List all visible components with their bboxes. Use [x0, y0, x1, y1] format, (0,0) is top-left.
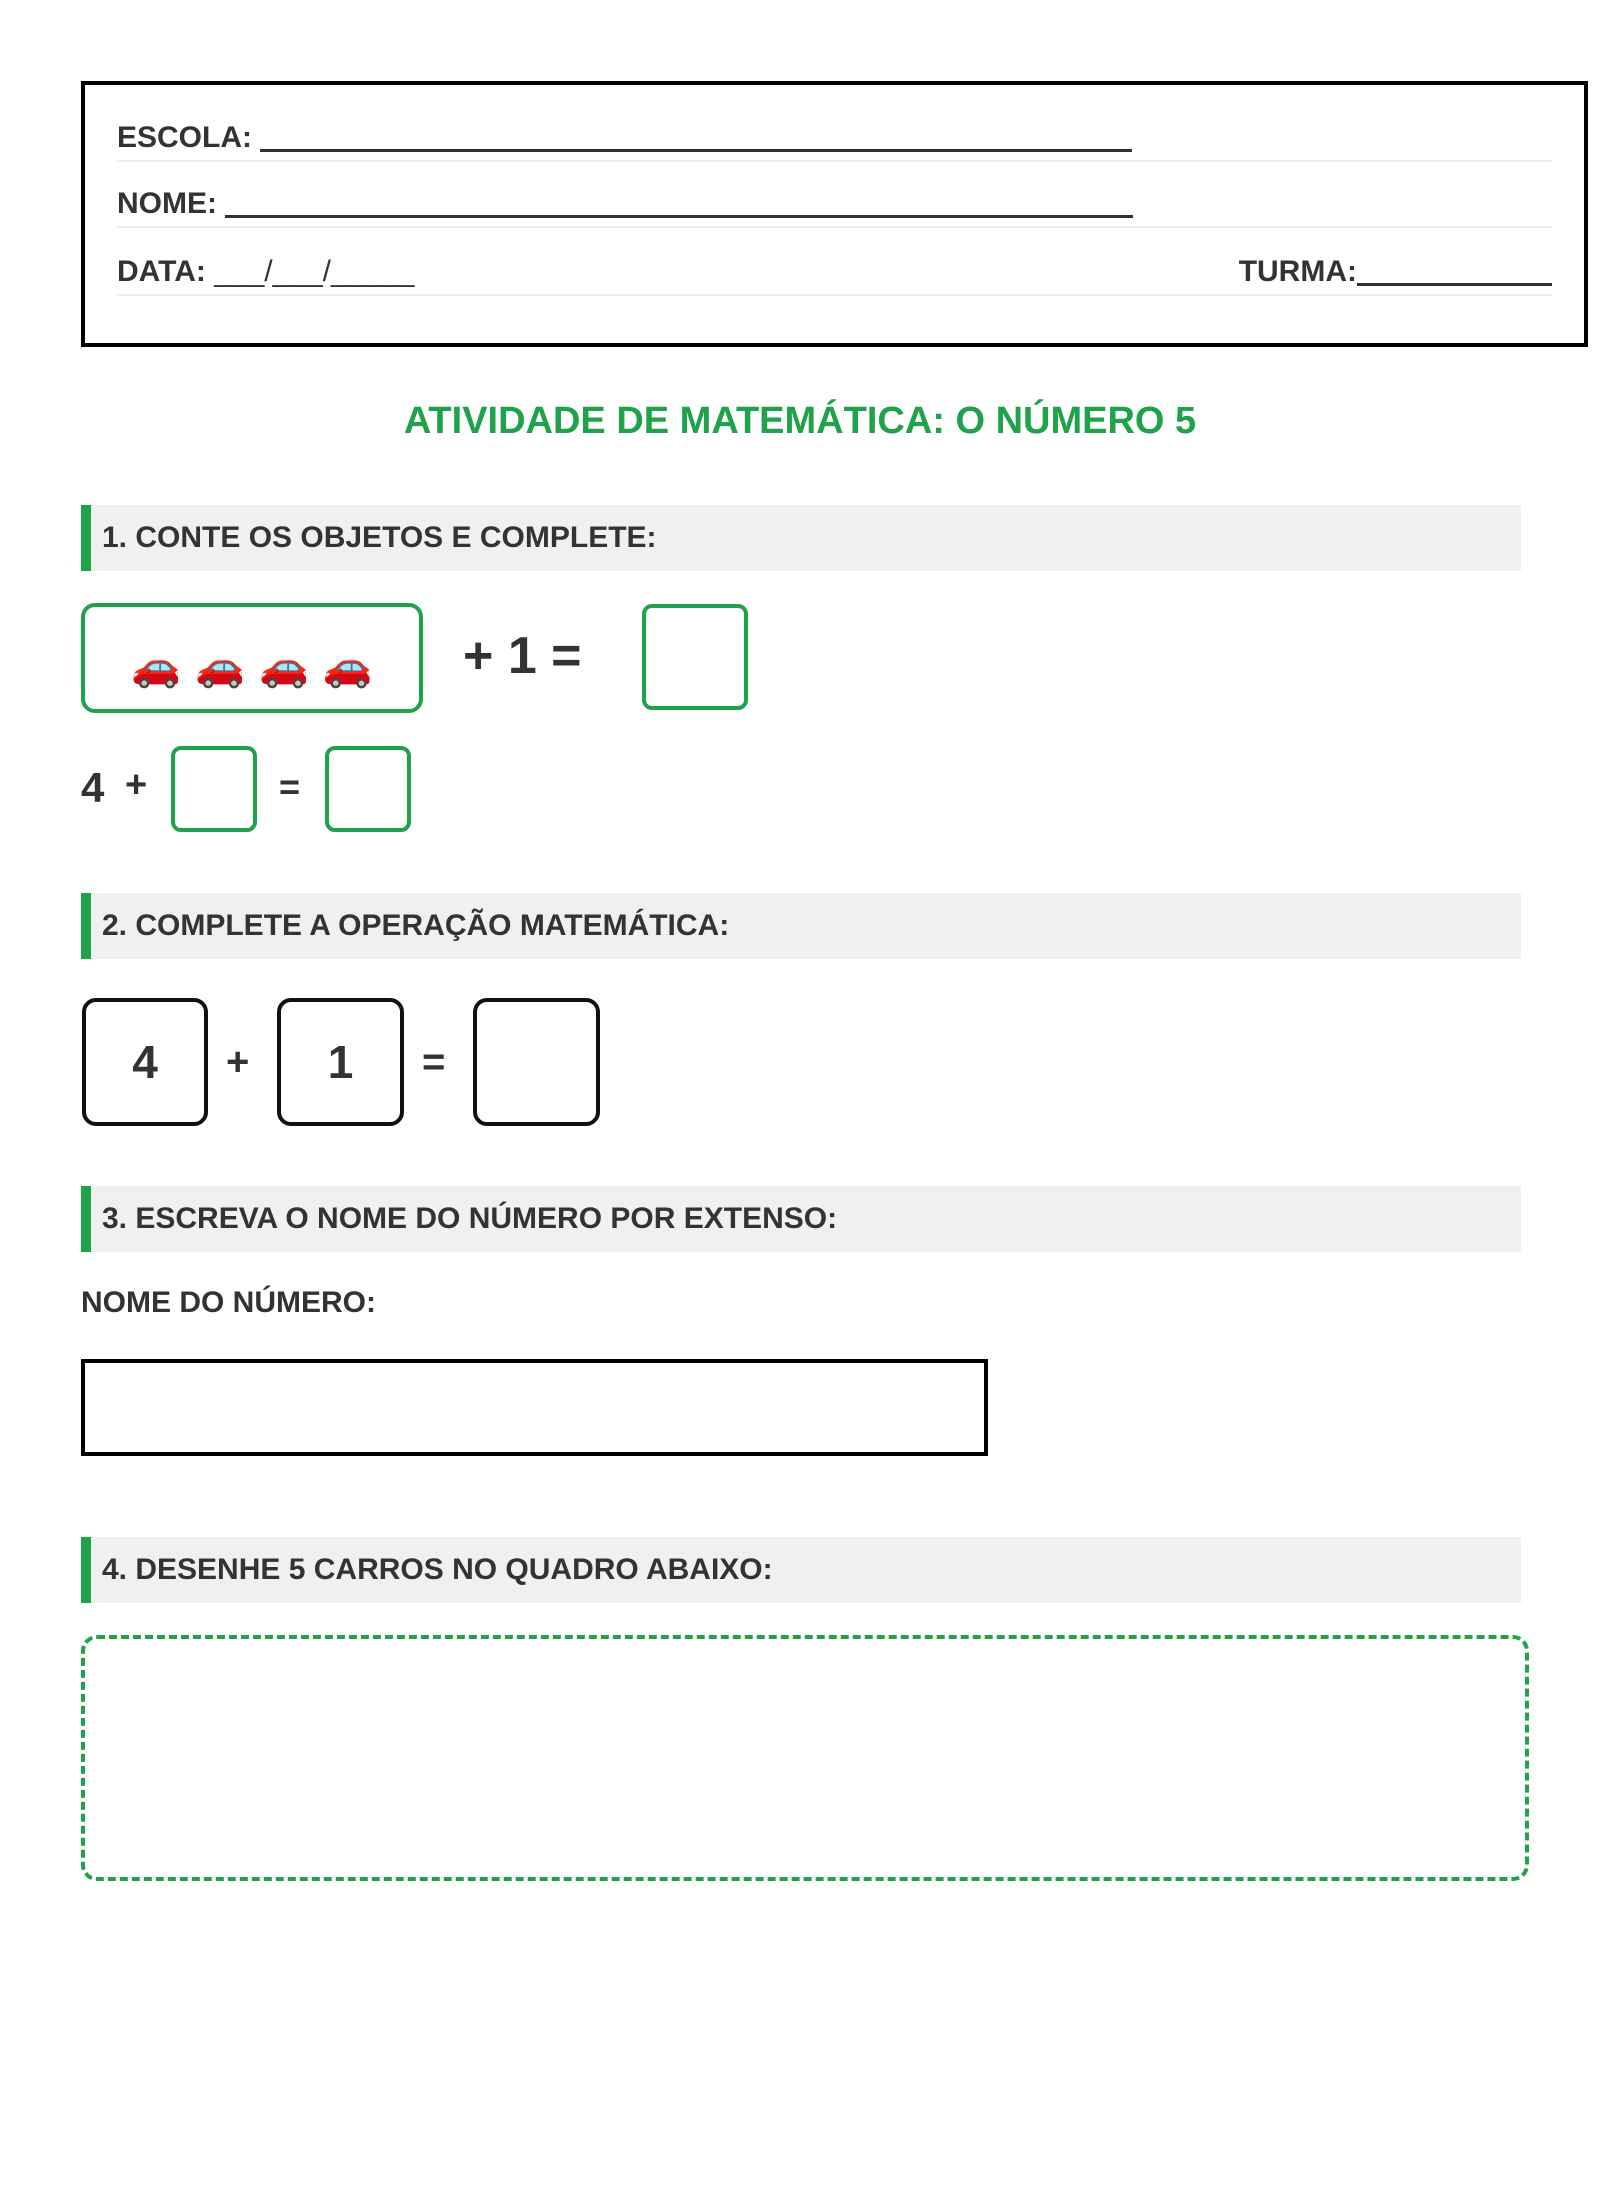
- class-label: TURMA:: [1238, 255, 1357, 288]
- answer-box-1[interactable]: [642, 604, 748, 710]
- name-row: [117, 182, 1552, 228]
- date-class-row: [117, 250, 1552, 296]
- name-field[interactable]: [225, 183, 1133, 218]
- car-icon: 🚗: [259, 644, 309, 689]
- operand-box-2: 1: [277, 998, 404, 1126]
- result-box[interactable]: [473, 998, 600, 1126]
- class-group: [1239, 250, 1552, 294]
- car-icon: 🚗: [195, 644, 245, 689]
- operand-box-1: 4: [82, 998, 208, 1126]
- section-2-heading: 2. COMPLETE A OPERAÇÃO MATEMÁTICA:: [81, 893, 1521, 959]
- drawing-area[interactable]: [81, 1635, 1529, 1881]
- date-label: DATA:: [117, 255, 206, 288]
- class-field[interactable]: [1357, 251, 1552, 286]
- school-row: [117, 116, 1552, 162]
- car-icon: 🚗: [322, 644, 373, 689]
- row2-equals: =: [279, 766, 301, 807]
- cars-box: [81, 603, 423, 713]
- car-icon: 🚗: [131, 644, 182, 689]
- section-3-heading: 3. ESCREVA O NOME DO NÚMERO POR EXTENSO:: [81, 1186, 1521, 1252]
- row2-plus: +: [125, 764, 148, 806]
- answer-box-3[interactable]: [325, 746, 411, 832]
- date-field[interactable]: ___/___/_____: [214, 255, 415, 288]
- school-label: ESCOLA:: [117, 121, 252, 154]
- plus-one-equals: + 1 =: [463, 627, 582, 685]
- school-field[interactable]: [260, 117, 1132, 152]
- page-title: ATIVIDADE DE MATEMÁTICA: O NÚMERO 5: [403, 400, 1197, 442]
- student-info-box: [81, 81, 1588, 347]
- name-label: NOME:: [117, 187, 217, 220]
- number-name-label: NOME DO NÚMERO:: [81, 1286, 376, 1319]
- row2-number: 4: [81, 764, 105, 811]
- number-name-input[interactable]: [81, 1359, 988, 1456]
- op-plus: +: [226, 1040, 250, 1084]
- answer-box-2[interactable]: [171, 746, 257, 832]
- section-4-heading: 4. DESENHE 5 CARROS NO QUADRO ABAIXO:: [81, 1537, 1521, 1603]
- op-equals: =: [422, 1040, 446, 1084]
- section-1-heading: 1. CONTE OS OBJETOS E COMPLETE:: [81, 505, 1521, 571]
